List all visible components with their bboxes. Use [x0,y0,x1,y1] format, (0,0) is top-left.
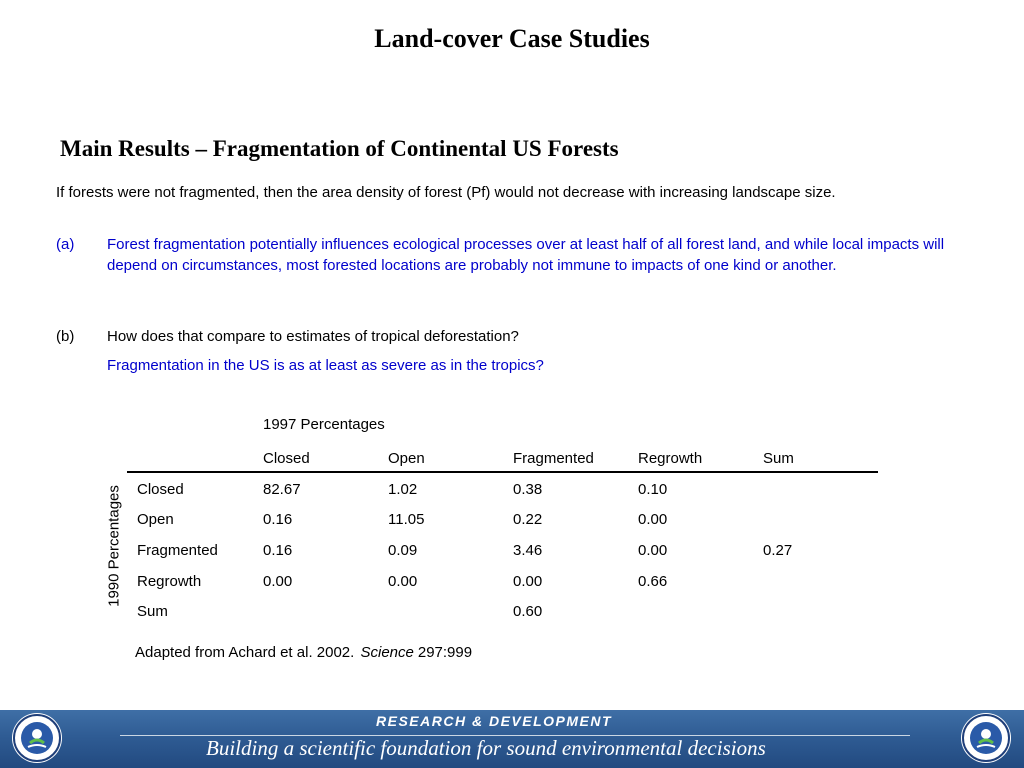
table-header-cell: Open [388,450,425,467]
section-heading-rest: – Fragmentation of Continental US Forests [189,136,619,161]
citation-suffix: 297:999 [417,644,473,661]
table-row-label: Regrowth [137,573,202,590]
section-heading [60,136,619,162]
footer-banner [0,710,1024,768]
table-cell: 0.16 [263,542,293,559]
table-cell: 0.16 [263,511,293,528]
table-header-cell: Sum [763,450,794,467]
table-row-axis-label: 1990 Percentages [105,485,123,607]
table-cell: 0.66 [638,573,668,590]
intro-text: If forests were not fragmented, then the area density of forest (Pf) would not decrease with increasing landscape size. [56,184,836,201]
epa-seal-icon [961,713,1011,763]
table-cell: 0.00 [513,573,543,590]
finding-b-answer: Fragmentation in the US is as at least as severe as in the tropics? [107,357,544,374]
table-caption: 1997 Percentages [263,416,385,433]
finding-a-marker: (a) [56,236,75,253]
table-header-divider [127,471,878,473]
finding-a-text: Forest fragmentation potentially influences ecological processes over at least half of all forest land, and while local impacts will depend on circumstances, most forested locations are probably not immune to impacts of one kind or another. [107,236,945,274]
table-cell: 0.09 [388,542,418,559]
table-row-label: Closed [137,481,184,498]
footer-tagline: Building a scientific foundation for sound environmental decisions [206,736,766,760]
table-cell: 0.00 [638,511,668,528]
table-cell: 3.46 [513,542,543,559]
table-cell: 0.00 [263,573,293,590]
table-cell: 82.67 [263,481,301,498]
table-row-label: Fragmented [137,542,218,559]
table-cell: 0.00 [388,573,418,590]
table-cell: 1.02 [388,481,418,498]
finding-b-question: How does that compare to estimates of tropical deforestation? [107,328,519,345]
table-header-cell: Fragmented [513,450,594,467]
citation-prefix: Adapted from Achard et al. 2002. [135,644,355,661]
table-header-cell: Closed [263,450,310,467]
table-row-label: Sum [137,603,168,620]
table-cell: 0.10 [638,481,668,498]
table-cell: 0.60 [513,603,543,620]
finding-b-marker: (b) [56,328,75,345]
table-cell: 0.27 [763,542,793,559]
epa-seal-icon [12,713,62,763]
table-header-cell: Regrowth [638,450,703,467]
table-cell: 0.00 [638,542,668,559]
citation [135,644,472,661]
table-cell: 0.38 [513,481,543,498]
table-row-label: Open [137,511,174,528]
citation-journal: Science [360,644,414,661]
table-cell: 11.05 [388,511,425,528]
section-heading-bold: Main Results [60,136,190,161]
footer-heading: RESEARCH & DEVELOPMENT [376,713,613,729]
page-title: Land-cover Case Studies [374,24,650,53]
table-cell: 0.22 [513,511,543,528]
